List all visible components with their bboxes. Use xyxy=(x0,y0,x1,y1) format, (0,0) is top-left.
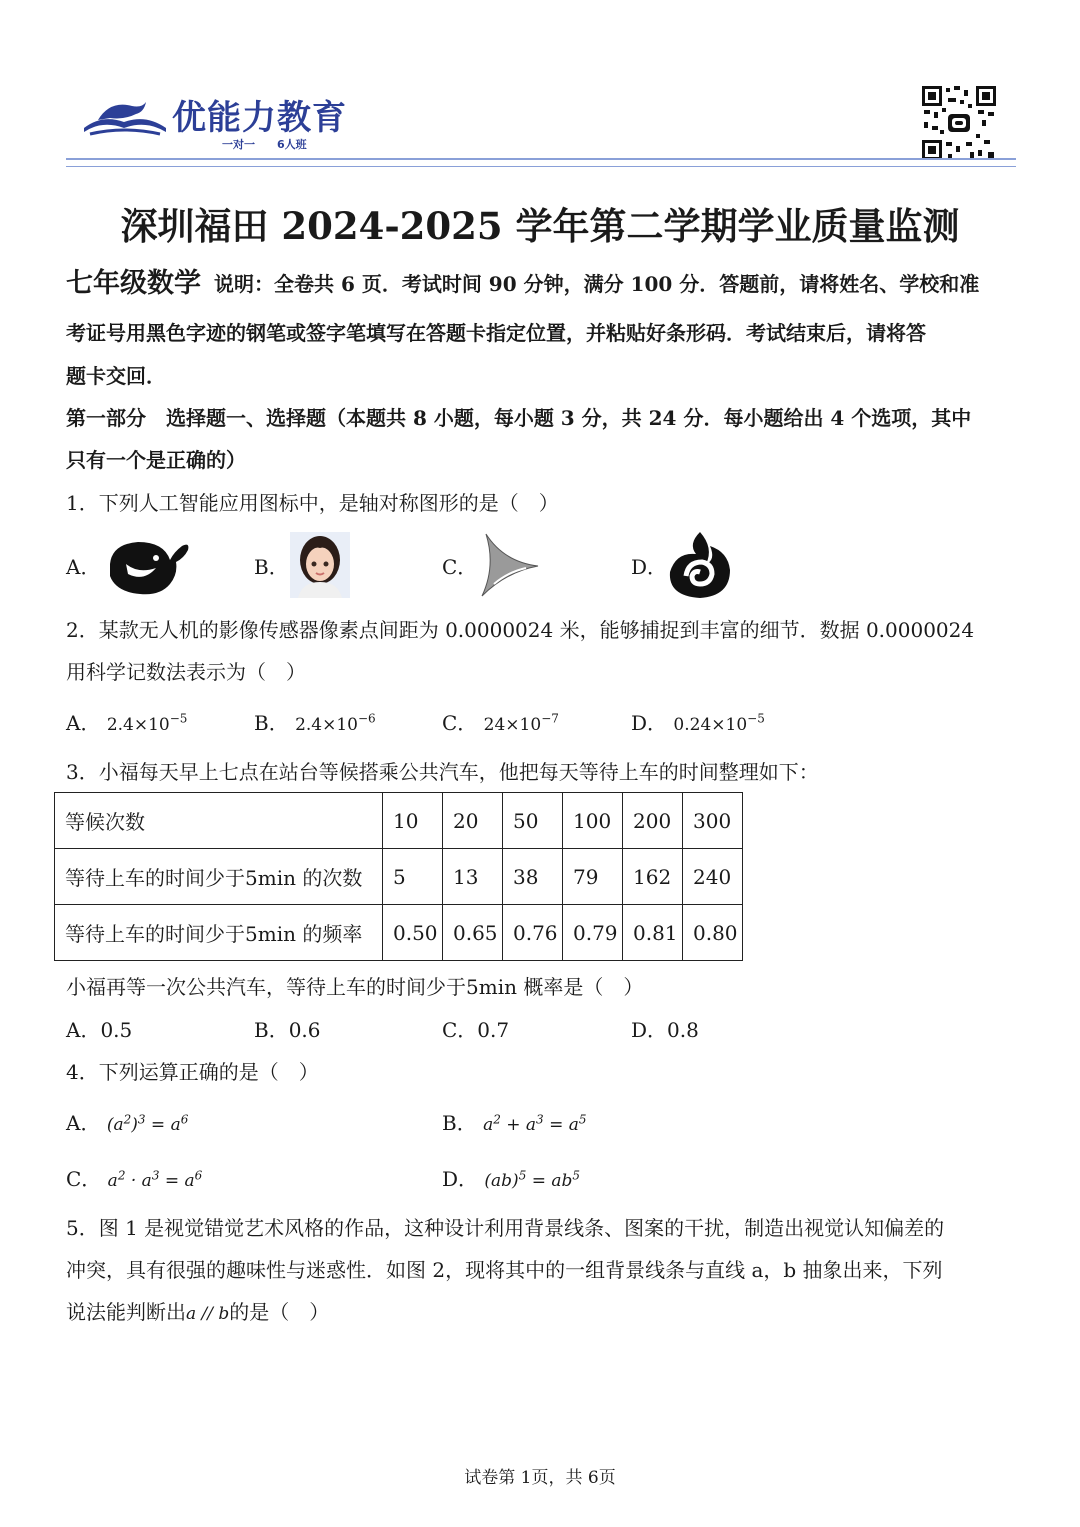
formula: $(ab)^5 = ab^5$ xyxy=(484,1168,581,1191)
q1-option-d-letter: D． xyxy=(631,555,668,579)
table-cell: 38 xyxy=(503,849,563,905)
table-cell: 10 xyxy=(383,793,443,849)
table-cell: 79 xyxy=(563,849,623,905)
page-title: 深圳福田 2024-2025 学年第二学期学业质量监测 xyxy=(120,204,960,248)
deepseek-whale-icon xyxy=(104,534,192,598)
table-cell: 162 xyxy=(623,849,683,905)
q3-option-b: B．0.6 xyxy=(254,1018,321,1042)
q3-question: 小福再等一次公共汽车，等待上车的时间少于5min 概率是（ ） xyxy=(66,975,644,999)
table-cell: 0.79 xyxy=(563,905,623,961)
table-cell: 等待上车的时间少于5min 的次数 xyxy=(55,849,383,905)
q1-option-d-image xyxy=(666,530,734,600)
intro-line-3: 题卡交回． xyxy=(66,364,166,388)
girl-avatar-icon xyxy=(290,532,350,598)
whale-book-logo-icon xyxy=(80,96,170,142)
q2-stem-line-1: 2．某款无人机的影像传感器像素点间距为 0.0000024 米，能够捕捉到丰富的细节．数据 0.0000024 xyxy=(66,618,975,642)
q1-option-a-image xyxy=(104,534,192,598)
q4-stem: 4．下列运算正确的是（ ） xyxy=(66,1060,319,1084)
page-footer: 试卷第 1页，共 6页 xyxy=(464,1468,616,1488)
q2-option-a: A． $2.4\times 10^{-5}$ xyxy=(66,711,188,735)
q1-option-b-image xyxy=(290,532,350,598)
table-cell: 0.80 xyxy=(683,905,743,961)
table-row xyxy=(55,793,743,849)
q2-option-c: C． $24\times 10^{-7}$ xyxy=(442,711,559,735)
table-row xyxy=(55,849,743,905)
q2-option-b: B． $2.4\times 10^{-6}$ xyxy=(254,711,376,735)
q3-stem: 3．小福每天早上七点在站台等候搭乘公共汽车，他把每天等待上车的时间整理如下： xyxy=(66,760,819,784)
table-cell: 300 xyxy=(683,793,743,849)
q1-option-b-letter: B． xyxy=(254,555,289,579)
intro-line-1: 说明：全卷共 6 页．考试时间 90 分钟，满分 100 分．答题前，请将姓名、学校和准 xyxy=(214,272,980,296)
q3-option-a: A．0.5 xyxy=(66,1018,133,1042)
grade-subject: 七年级数学 xyxy=(66,268,201,299)
q1-option-c-letter: C． xyxy=(442,555,478,579)
table-cell: 0.76 xyxy=(503,905,563,961)
q3-option-c: C．0.7 xyxy=(442,1018,510,1042)
q3-option-d: D．0.8 xyxy=(631,1018,699,1042)
table-cell: 13 xyxy=(443,849,503,905)
q4-option-c: C． $a^2 \cdot a^3 = a^6$ xyxy=(66,1167,203,1191)
intro-line-2: 考证号用黑色字迹的钢笔或签字笔填写在答题卡指定位置，并粘贴好条形码．考试结束后，请将答 xyxy=(66,321,926,345)
formula: $(a^2)^3 = a^6$ xyxy=(106,1112,189,1135)
curved-triangle-icon xyxy=(476,532,542,598)
q5-stem-line-3: 说法能判断出a // b的是（ ） xyxy=(66,1300,330,1324)
table-cell: 100 xyxy=(563,793,623,849)
q3-data-table xyxy=(54,792,743,961)
formula: $a^2 \cdot a^3 = a^6$ xyxy=(107,1168,203,1191)
table-cell: 0.50 xyxy=(383,905,443,961)
formula: $a^2 + a^3 = a^5$ xyxy=(483,1112,587,1135)
q1-option-a-letter: A． xyxy=(66,555,101,579)
q1-option-c-image xyxy=(476,532,542,598)
q4-option-b: B． $a^2 + a^3 = a^5$ xyxy=(442,1111,587,1135)
q1-stem: 1．下列人工智能应用图标中，是轴对称图形的是（ ） xyxy=(66,491,559,515)
brand-logo xyxy=(80,96,170,142)
section-heading-line-2: 只有一个是正确的） xyxy=(66,448,246,472)
table-row xyxy=(55,905,743,961)
table-cell: 240 xyxy=(683,849,743,905)
brand-name: 优能力教育 xyxy=(172,98,347,138)
table-cell: 20 xyxy=(443,793,503,849)
table-cell: 50 xyxy=(503,793,563,849)
table-cell: 等候次数 xyxy=(55,793,383,849)
table-cell: 0.81 xyxy=(623,905,683,961)
q5-stem-line-2: 冲突，具有很强的趣味性与迷惑性．如图 2，现将其中的一组背景线条与直线 a，b 抽象出来，下列 xyxy=(66,1258,943,1282)
q4-option-a: A． $(a^2)^3 = a^6$ xyxy=(66,1111,189,1135)
header-rule xyxy=(66,158,1016,160)
header-rule-thin xyxy=(66,166,1016,167)
q2-option-d: D． $0.24\times 10^{-5}$ xyxy=(631,711,765,735)
table-cell: 0.65 xyxy=(443,905,503,961)
table-cell: 200 xyxy=(623,793,683,849)
qr-code xyxy=(922,86,996,160)
section-heading-line-1: 第一部分 选择题一、选择题（本题共 8 小题，每小题 3 分，共 24 分．每小题给出 4 个选项，其中 xyxy=(66,406,972,430)
q4-option-d: D． $(ab)^5 = ab^5$ xyxy=(442,1167,581,1191)
flame-swirl-icon xyxy=(666,530,734,600)
table-cell: 5 xyxy=(383,849,443,905)
q2-stem-line-2: 用科学记数法表示为（ ） xyxy=(66,660,306,684)
table-cell: 等待上车的时间少于5min 的频率 xyxy=(55,905,383,961)
qr-code-icon xyxy=(922,86,996,160)
brand-subtitle: 一对一 6人班 xyxy=(222,138,307,151)
q5-stem-line-1: 5．图 1 是视觉错觉艺术风格的作品，这种设计利用背景线条、图案的干扰，制造出视觉认知偏差的 xyxy=(66,1216,945,1240)
